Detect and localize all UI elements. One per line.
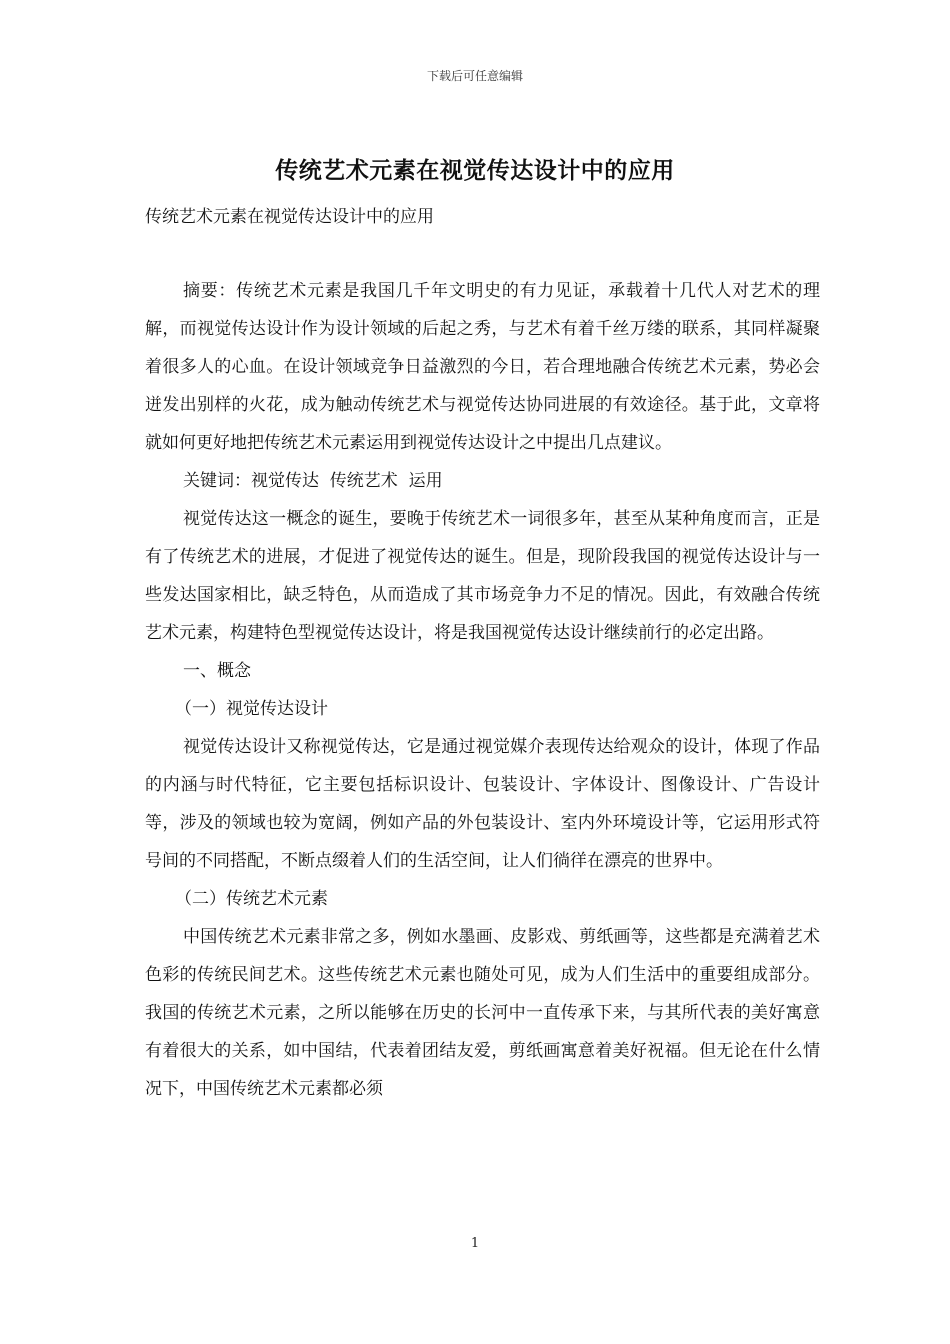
section-heading-concept: 一、概念 xyxy=(183,661,251,681)
document-subtitle: 传统艺术元素在视觉传达设计中的应用 xyxy=(145,207,434,227)
intro-paragraph: 视觉传达这一概念的诞生，要晚于传统艺术一词很多年，甚至从某种角度而言，正是有了传统艺术的进展，才促进了视觉传达的诞生。但是，现阶段我国的视觉传达设计与一些发达国家相比，缺乏特色，从而造成了其市场竞争力不足的情况。因此，有效融合传统艺术元素，构建特色型视觉传达设计，将是我国视觉传达设计继续前行的必定出路。 xyxy=(145,509,820,643)
document-body xyxy=(145,272,820,1108)
traditional-art-paragraph: 中国传统艺术元素非常之多，例如水墨画、皮影戏、剪纸画等，这些都是充满着艺术色彩的传统民间艺术。这些传统艺术元素也随处可见，成为人们生活中的重要组成部分。我国的传统艺术元素，之所以能够在历史的长河中一直传承下来，与其所代表的美好寓意有着很大的关系，如中国结，代表着团结友爱，剪纸画寓意着美好祝福。但无论在什么情况下，中国传统艺术元素都必须 xyxy=(145,927,820,1099)
keywords-line: 关键词：视觉传达 传统艺术 运用 xyxy=(183,471,443,491)
page-header-note: 下载后可任意编辑 xyxy=(426,69,523,83)
subsection-heading-visual-communication: （一）视觉传达设计 xyxy=(175,699,328,719)
page-number: 1 xyxy=(470,1236,480,1251)
subsection-heading-traditional-art: （二）传统艺术元素 xyxy=(175,889,328,909)
abstract-paragraph: 摘要：传统艺术元素是我国几千年文明史的有力见证，承载着十几代人对艺术的理解，而视觉传达设计作为设计领域的后起之秀，与艺术有着千丝万缕的联系，其同样凝聚着很多人的心血。在设计领域竞争日益激烈的今日，若合理地融合传统艺术元素，势必会迸发出别样的火花，成为触动传统艺术与视觉传达协同进展的有效途径。基于此，文章将就如何更好地把传统艺术元素运用到视觉传达设计之中提出几点建议。 xyxy=(145,281,820,453)
document-title: 传统艺术元素在视觉传达设计中的应用 xyxy=(275,157,675,184)
visual-communication-paragraph: 视觉传达设计又称视觉传达，它是通过视觉媒介表现传达给观众的设计，体现了作品的内涵与时代特征，它主要包括标识设计、包装设计、字体设计、图像设计、广告设计等，涉及的领域也较为宽阔，例如产品的外包装设计、室内外环境设计等，它运用形式符号间的不同搭配，不断点缀着人们的生活空间，让人们徜徉在漂亮的世界中。 xyxy=(145,737,820,871)
